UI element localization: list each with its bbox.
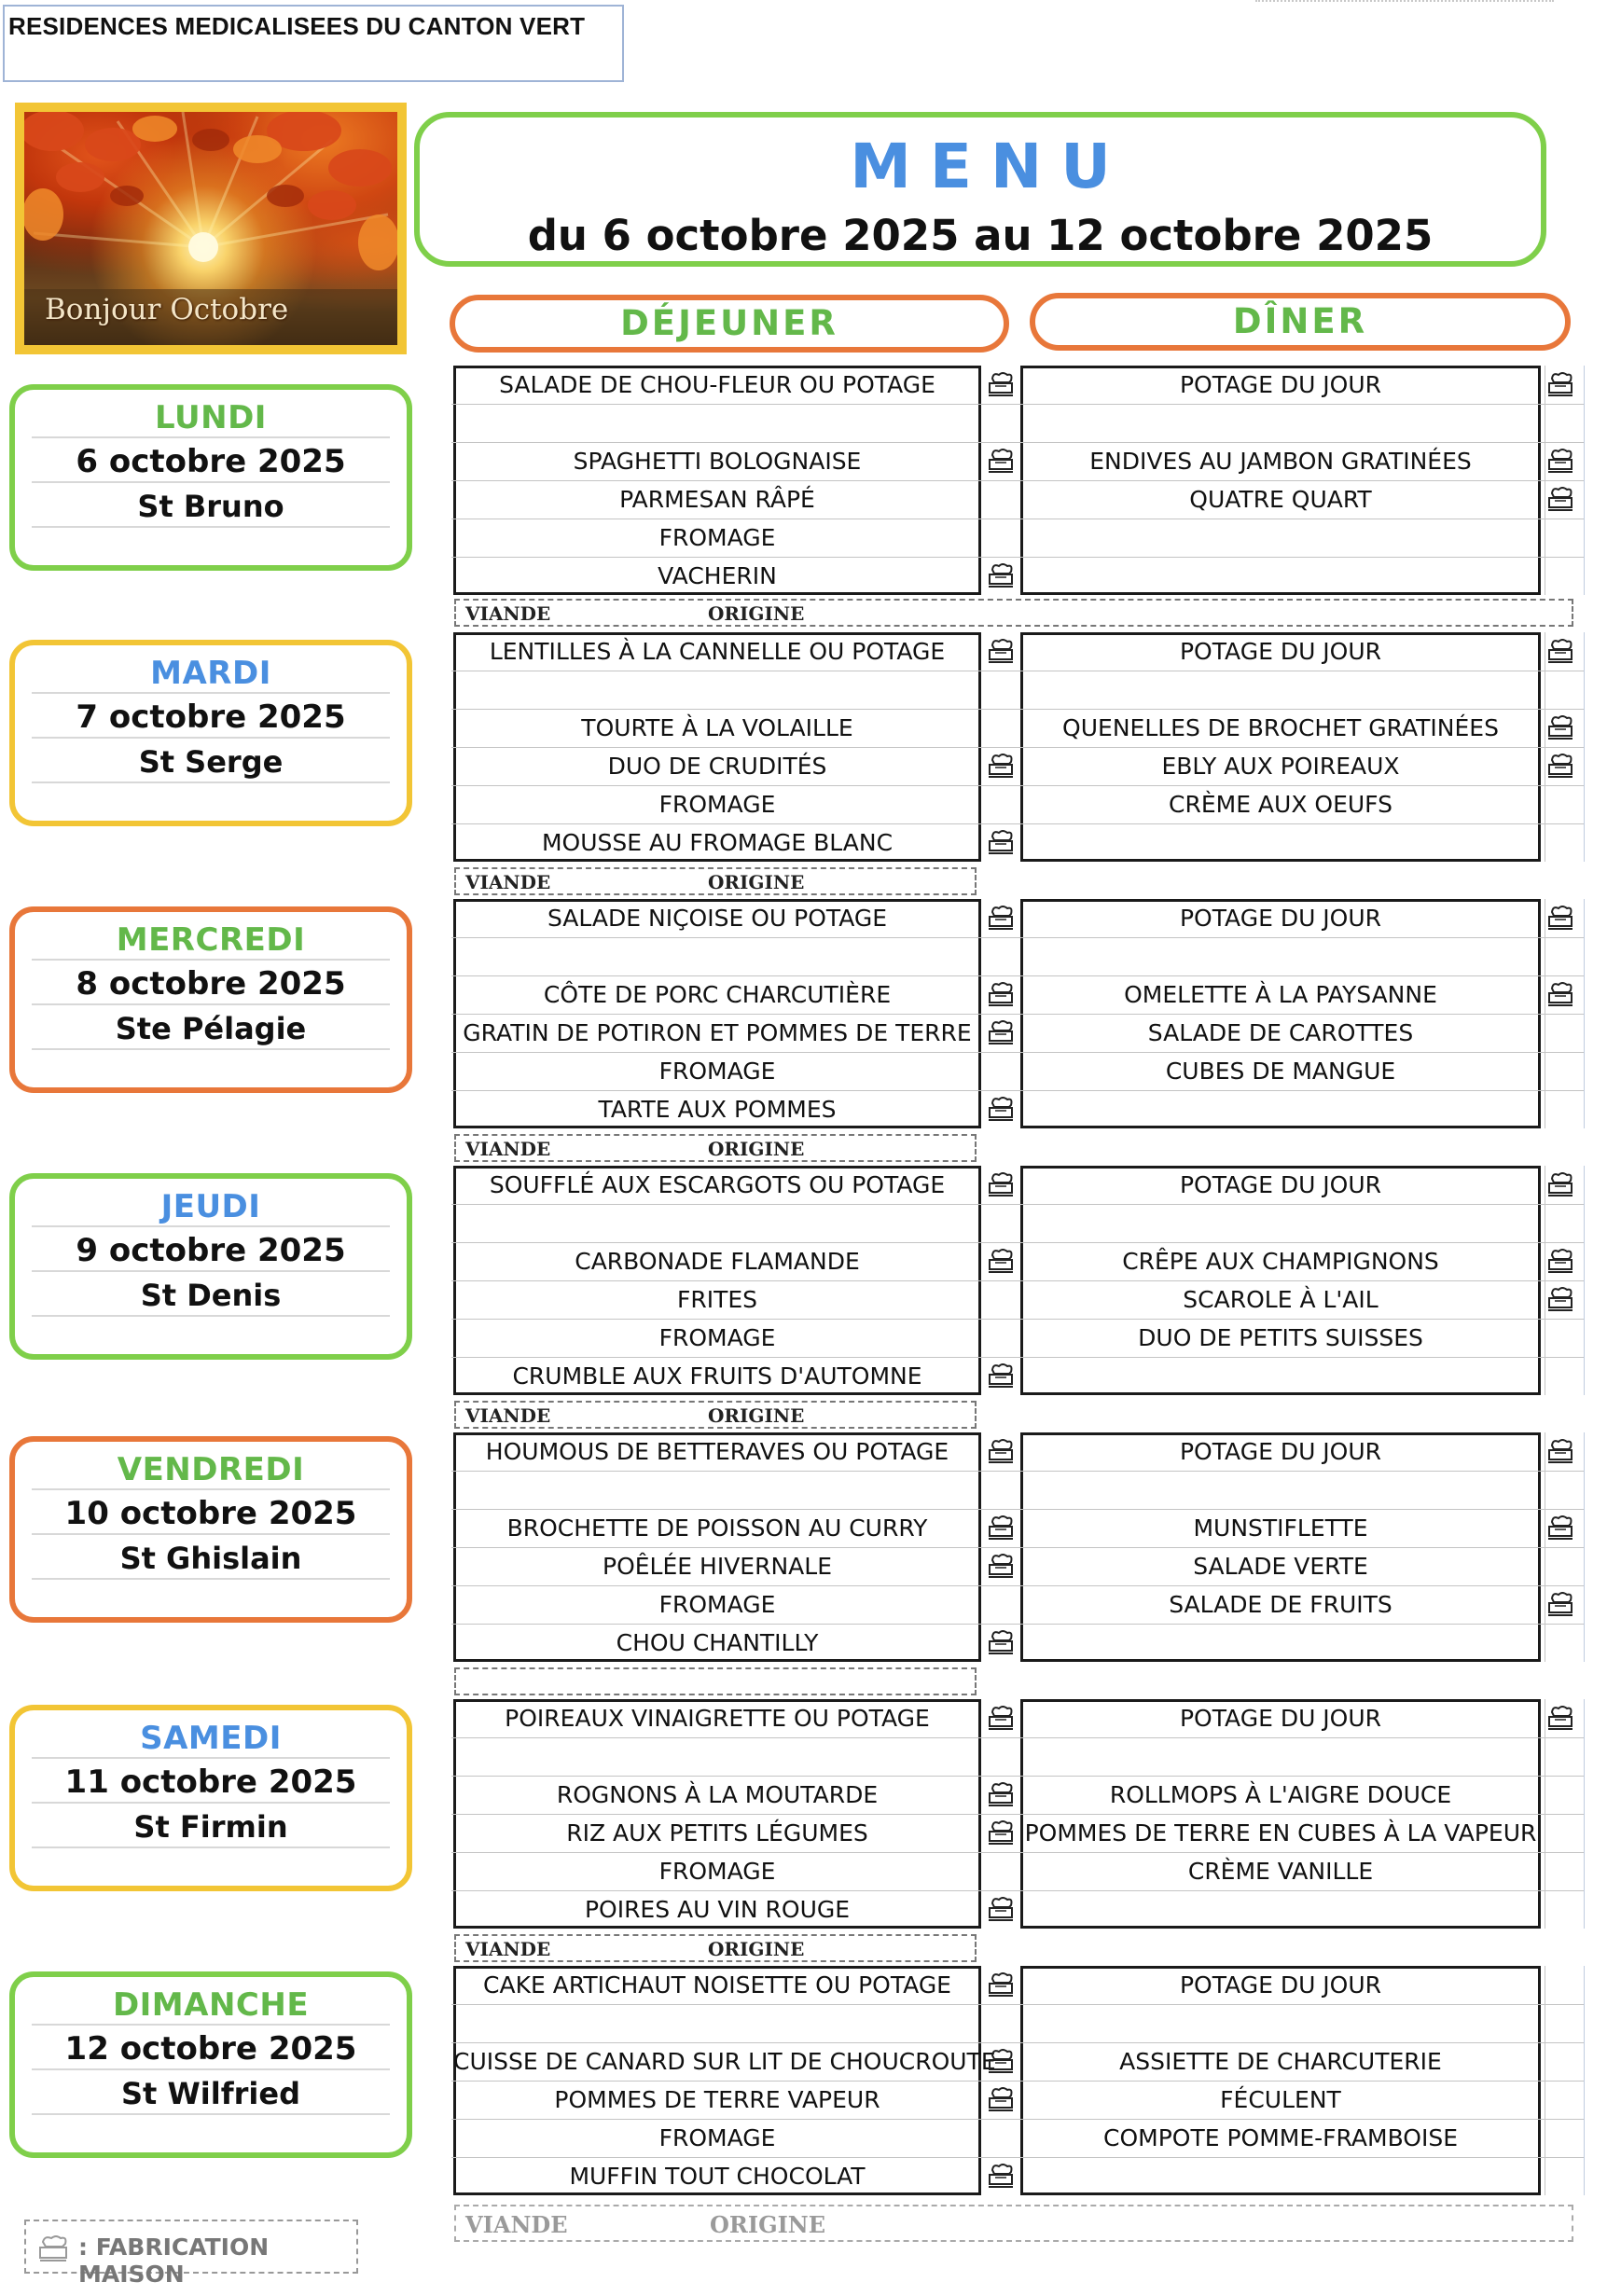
table-row <box>451 747 1584 786</box>
origin-label: ORIGINE <box>708 602 805 625</box>
dinner-item <box>1020 671 1541 709</box>
lunch-item: TARTE AUX POMMES <box>598 1096 837 1123</box>
table-row <box>451 442 1584 481</box>
dinner-item: POTAGE DU JOUR <box>1179 905 1382 932</box>
dinner-item <box>1020 1357 1541 1395</box>
table-row <box>451 1547 1584 1586</box>
dinner-item <box>1020 1624 1541 1662</box>
card-divider <box>32 526 390 528</box>
day-date: 10 octobre 2025 <box>64 1495 357 1532</box>
lunch-item: LENTILLES À LA CANNELLE OU POTAGE <box>489 638 946 665</box>
homemade-chef-icon <box>987 2048 1015 2074</box>
day-saint: St Bruno <box>137 489 284 524</box>
card-divider <box>32 2024 390 2026</box>
lunch-item: SALADE NIÇOISE OU POTAGE <box>547 905 888 932</box>
lunch-item: CRUMBLE AUX FRUITS D'AUTOMNE <box>512 1362 922 1390</box>
day-name: DIMANCHE <box>112 1986 310 2024</box>
day-date: 12 octobre 2025 <box>64 2030 357 2068</box>
homemade-chef-icon <box>987 1438 1015 1464</box>
lunch-item: FROMAGE <box>658 1858 776 1885</box>
dinner-item: SCAROLE À L'AIL <box>1183 1286 1379 1313</box>
homemade-chef-icon <box>1546 371 1574 397</box>
autumn-photo-image <box>24 112 397 345</box>
card-divider <box>32 1270 390 1272</box>
table-row <box>451 366 1584 405</box>
lunch-item: POÊLÉE HIVERNALE <box>603 1553 832 1580</box>
lunch-item: MOUSSE AU FROMAGE BLANC <box>541 829 894 856</box>
homemade-chef-icon <box>1546 638 1574 664</box>
provenance-row[interactable] <box>454 867 977 895</box>
dinner-item <box>1020 557 1541 595</box>
dinner-item <box>1020 1890 1541 1929</box>
homemade-chef-icon <box>987 1819 1015 1846</box>
day-date: 11 octobre 2025 <box>64 1763 357 1801</box>
day-date: 6 octobre 2025 <box>76 443 346 480</box>
day-saint: St Ghislain <box>119 1541 302 1576</box>
card-divider <box>32 1757 390 1759</box>
organization-name: RESIDENCES MEDICALISEES DU CANTON VERT <box>8 12 586 40</box>
homemade-chef-icon <box>987 1019 1015 1045</box>
table-row <box>451 709 1584 748</box>
lunch-item: CÔTE DE PORC CHARCUTIÈRE <box>543 981 892 1008</box>
lunch-item <box>453 2004 981 2042</box>
lunch-item: FRITES <box>676 1286 758 1313</box>
homemade-chef-icon <box>987 1896 1015 1922</box>
dinner-item: QUATRE QUART <box>1189 486 1372 513</box>
top-dotted-line <box>1255 0 1554 4</box>
lunch-item <box>453 671 981 709</box>
dinner-item: MUNSTIFLETTE <box>1193 1515 1368 1542</box>
dinner-item <box>1020 519 1541 557</box>
lunch-item <box>453 1737 981 1776</box>
lunch-header: DÉJEUNER <box>450 295 1009 353</box>
table-row <box>451 975 1584 1015</box>
table-row <box>451 1776 1584 1815</box>
homemade-chef-icon <box>987 1515 1015 1541</box>
lunch-item: RIZ AUX PETITS LÉGUMES <box>566 1819 868 1846</box>
table-row <box>451 1509 1584 1548</box>
homemade-chef-icon <box>1546 753 1574 779</box>
menu-grid-3 <box>451 1166 1585 1395</box>
lunch-item: FROMAGE <box>658 1324 776 1351</box>
dinner-item: POTAGE DU JOUR <box>1179 1438 1382 1465</box>
homemade-chef-icon <box>987 2086 1015 2112</box>
lunch-item: FROMAGE <box>658 791 776 818</box>
dinner-item: CUBES DE MANGUE <box>1165 1058 1396 1085</box>
day-name: SAMEDI <box>140 1720 282 1757</box>
lunch-item: ROGNONS À LA MOUTARDE <box>556 1781 879 1808</box>
homemade-chef-icon <box>987 371 1015 397</box>
dinner-item: COMPOTE POMME-FRAMBOISE <box>1102 2124 1459 2151</box>
table-row <box>451 1052 1584 1091</box>
dinner-item <box>1020 937 1541 975</box>
dinner-item: POTAGE DU JOUR <box>1179 638 1382 665</box>
dinner-item: SALADE DE FRUITS <box>1169 1591 1392 1618</box>
table-row <box>451 1280 1584 1320</box>
day-date: 8 octobre 2025 <box>76 965 346 1003</box>
lunch-item: POIREAUX VINAIGRETTE OU POTAGE <box>505 1705 930 1732</box>
homemade-chef-icon <box>1546 981 1574 1007</box>
table-row <box>451 2042 1584 2082</box>
provenance-row[interactable] <box>454 599 1573 627</box>
dinner-item: ROLLMOPS À L'AIGRE DOUCE <box>1109 1781 1452 1808</box>
lunch-item: TOURTE À LA VOLAILLE <box>581 714 853 741</box>
card-divider <box>32 1802 390 1804</box>
card-divider <box>32 781 390 783</box>
day-card-3 <box>9 1173 412 1360</box>
lunch-item: GRATIN DE POTIRON ET POMMES DE TERRE <box>463 1019 972 1046</box>
photo-caption: Bonjour Octobre <box>45 293 289 326</box>
card-divider <box>32 1048 390 1050</box>
table-row <box>451 1699 1584 1738</box>
provenance-row[interactable] <box>454 1934 977 1962</box>
card-divider <box>32 1846 390 1848</box>
day-saint: Ste Pélagie <box>115 1011 307 1046</box>
lunch-item: PARMESAN RÂPÉ <box>619 486 815 513</box>
dinner-item: POTAGE DU JOUR <box>1179 1171 1382 1198</box>
table-row <box>451 1966 1584 2005</box>
table-row <box>451 1585 1584 1625</box>
homemade-chef-icon <box>1546 486 1574 512</box>
menu-grid-6 <box>451 1966 1585 2195</box>
card-divider <box>32 1225 390 1227</box>
homemade-chef-icon <box>987 2163 1015 2189</box>
homemade-chef-icon <box>987 1171 1015 1197</box>
menu-period: du 6 octobre 2025 au 12 octobre 2025 <box>527 211 1434 260</box>
lunch-item: SALADE DE CHOU-FLEUR OU POTAGE <box>499 371 935 398</box>
homemade-chef-icon <box>1546 1171 1574 1197</box>
table-row <box>451 899 1584 938</box>
provenance-row[interactable] <box>454 1401 977 1429</box>
meat-label: VIANDE <box>465 2211 568 2238</box>
lunch-item: VACHERIN <box>658 562 777 589</box>
table-row <box>451 557 1584 595</box>
lunch-item: POIRES AU VIN ROUGE <box>584 1896 851 1923</box>
table-row <box>451 404 1584 443</box>
homemade-chef-icon <box>987 753 1015 779</box>
dinner-item: ASSIETTE DE CHARCUTERIE <box>1119 2048 1442 2075</box>
table-row <box>451 1814 1584 1853</box>
lunch-item: BROCHETTE DE POISSON AU CURRY <box>506 1515 928 1542</box>
lunch-item: FROMAGE <box>658 1058 776 1085</box>
day-card-5 <box>9 1705 412 1891</box>
dinner-item: EBLY AUX POIREAUX <box>1161 753 1400 780</box>
lunch-item: CHOU CHANTILLY <box>616 1629 819 1656</box>
menu-grid-2 <box>451 899 1585 1128</box>
table-row <box>451 1204 1584 1243</box>
card-divider <box>32 959 390 961</box>
homemade-chef-icon <box>1546 1705 1574 1731</box>
dinner-item: DUO DE PETITS SUISSES <box>1138 1324 1423 1351</box>
homemade-chef-icon <box>1546 1286 1574 1312</box>
table-row <box>451 1166 1584 1205</box>
table-row <box>451 1014 1584 1053</box>
meat-label: VIANDE <box>465 1138 551 1160</box>
dinner-item: POTAGE DU JOUR <box>1179 371 1382 398</box>
day-name: JEUDI <box>160 1188 261 1225</box>
table-row <box>451 937 1584 976</box>
meat-label: VIANDE <box>465 1938 551 1960</box>
menu-grid-0 <box>451 366 1585 595</box>
table-row <box>451 2081 1584 2120</box>
day-card-4 <box>9 1436 412 1623</box>
homemade-chef-icon <box>1546 448 1574 474</box>
day-date: 9 octobre 2025 <box>76 1232 346 1269</box>
homemade-chef-icon <box>987 1705 1015 1731</box>
lunch-item: POMMES DE TERRE VAPEUR <box>554 2086 880 2113</box>
homemade-chef-icon <box>1546 714 1574 740</box>
day-card-2 <box>9 906 412 1093</box>
dinner-item <box>1020 2157 1541 2195</box>
table-row <box>451 1432 1584 1472</box>
table-row <box>451 2119 1584 2158</box>
day-name: VENDREDI <box>117 1451 305 1488</box>
lunch-item <box>453 1471 981 1509</box>
table-row <box>451 1319 1584 1358</box>
table-row <box>451 1471 1584 1510</box>
card-divider <box>32 2068 390 2070</box>
lunch-item <box>453 404 981 442</box>
day-saint: St Denis <box>140 1278 282 1313</box>
homemade-chef-icon <box>987 1629 1015 1655</box>
lunch-item: MUFFIN TOUT CHOCOLAT <box>569 2163 866 2190</box>
table-row <box>451 2004 1584 2043</box>
lunch-item: FROMAGE <box>658 2124 776 2151</box>
dinner-item <box>1020 1737 1541 1776</box>
lunch-item: HOUMOUS DE BETTERAVES OU POTAGE <box>485 1438 949 1465</box>
dinner-item: SALADE VERTE <box>1193 1553 1368 1580</box>
lunch-item <box>453 937 981 975</box>
meat-label: VIANDE <box>465 871 551 893</box>
table-row <box>451 519 1584 558</box>
homemade-chef-icon <box>987 1553 1015 1579</box>
card-divider <box>32 1488 390 1490</box>
homemade-chef-icon <box>987 905 1015 931</box>
day-saint: St Firmin <box>133 1809 288 1845</box>
homemade-chef-icon <box>1546 905 1574 931</box>
lunch-item: FROMAGE <box>658 1591 776 1618</box>
table-row <box>451 671 1584 710</box>
dinner-item: QUENELLES DE BROCHET GRATINÉES <box>1062 714 1499 741</box>
table-row <box>451 1357 1584 1395</box>
day-name: LUNDI <box>155 399 267 436</box>
table-row <box>451 785 1584 824</box>
origin-label: ORIGINE <box>708 871 805 893</box>
table-row <box>451 1624 1584 1662</box>
table-row <box>451 823 1584 862</box>
table-row <box>451 1890 1584 1929</box>
autumn-photo <box>15 103 407 354</box>
dinner-item <box>1020 1471 1541 1509</box>
table-row <box>451 1242 1584 1281</box>
dinner-header: DÎNER <box>1030 293 1571 351</box>
lunch-item: FROMAGE <box>658 524 776 551</box>
lunch-item: CARBONADE FLAMANDE <box>575 1248 860 1275</box>
table-row <box>451 1852 1584 1891</box>
day-name: MARDI <box>150 655 271 692</box>
homemade-chef-icon <box>987 1248 1015 1274</box>
card-divider <box>32 1003 390 1005</box>
table-row <box>451 1090 1584 1128</box>
card-divider <box>32 737 390 739</box>
dinner-item: OMELETTE À LA PAYSANNE <box>1124 981 1437 1008</box>
dinner-item <box>1020 404 1541 442</box>
homemade-chef-icon <box>987 562 1015 588</box>
card-divider <box>32 2113 390 2115</box>
dinner-item <box>1020 1090 1541 1128</box>
menu-grid-4 <box>451 1432 1585 1662</box>
provenance-row-sunday[interactable] <box>454 2205 1573 2242</box>
homemade-chef-icon <box>987 1096 1015 1122</box>
homemade-chef-icon <box>987 829 1015 855</box>
day-date: 7 octobre 2025 <box>76 698 346 736</box>
menu-grid-5 <box>451 1699 1585 1929</box>
provenance-row[interactable] <box>454 1667 977 1695</box>
origin-label: ORIGINE <box>708 1138 805 1160</box>
lunch-item: DUO DE CRUDITÉS <box>607 753 827 780</box>
dinner-item: POTAGE DU JOUR <box>1179 1705 1382 1732</box>
dinner-item: FÉCULENT <box>1220 2086 1341 2113</box>
homemade-chef-icon <box>987 1971 1015 1998</box>
dinner-item: CRÈME VANILLE <box>1187 1858 1374 1885</box>
dinner-item: ENDIVES AU JAMBON GRATINÉES <box>1089 448 1472 475</box>
day-card-0 <box>9 384 412 571</box>
legend-text: : FABRICATION MAISON <box>78 2234 270 2288</box>
lunch-item: CAKE ARTICHAUT NOISETTE OU POTAGE <box>483 1971 951 1999</box>
table-row <box>451 2157 1584 2195</box>
homemade-chef-icon <box>987 638 1015 664</box>
card-divider <box>32 1315 390 1317</box>
lunch-item: CUISSE DE CANARD SUR LIT DE CHOUCROUTE <box>453 2048 996 2075</box>
table-row <box>451 632 1584 671</box>
lunch-item: SPAGHETTI BOLOGNAISE <box>573 448 862 475</box>
day-saint: St Serge <box>138 744 284 780</box>
title-box <box>414 112 1546 267</box>
table-row <box>451 480 1584 519</box>
card-divider <box>32 692 390 694</box>
origin-label: ORIGINE <box>708 1404 805 1427</box>
provenance-row[interactable] <box>454 1134 977 1162</box>
day-card-6 <box>9 1971 412 2158</box>
homemade-chef-icon <box>987 1362 1015 1389</box>
day-name: MERCREDI <box>116 921 306 959</box>
lunch-item <box>453 1204 981 1242</box>
legend-box <box>24 2220 358 2288</box>
day-card-1 <box>9 640 412 826</box>
dinner-item: CRÈME AUX OEUFS <box>1169 791 1392 818</box>
homemade-chef-icon <box>1546 1515 1574 1541</box>
card-divider <box>32 1578 390 1580</box>
meat-label: VIANDE <box>465 1404 551 1427</box>
card-divider <box>32 1533 390 1535</box>
homemade-chef-icon <box>1546 1438 1574 1464</box>
dinner-item <box>1020 823 1541 862</box>
homemade-chef-icon <box>1546 1591 1574 1617</box>
dinner-item <box>1020 2004 1541 2042</box>
origin-label: ORIGINE <box>708 1938 805 1960</box>
homemade-chef-icon <box>37 2234 69 2262</box>
table-row <box>451 1737 1584 1777</box>
dinner-item: SALADE DE CAROTTES <box>1147 1019 1414 1046</box>
organization-box[interactable] <box>3 5 624 82</box>
dinner-item: CRÊPE AUX CHAMPIGNONS <box>1122 1248 1439 1275</box>
lunch-item: SOUFFLÉ AUX ESCARGOTS OU POTAGE <box>489 1171 946 1198</box>
dinner-item: POMMES DE TERRE EN CUBES À LA VAPEUR <box>1024 1819 1537 1846</box>
card-divider <box>32 481 390 483</box>
menu-title: MENU <box>850 131 1129 202</box>
origin-label: ORIGINE <box>710 2211 826 2238</box>
homemade-chef-icon <box>987 981 1015 1007</box>
card-divider <box>32 436 390 438</box>
dinner-item <box>1020 1204 1541 1242</box>
menu-grid-1 <box>451 632 1585 862</box>
meat-label: VIANDE <box>465 602 551 625</box>
homemade-chef-icon <box>1546 1248 1574 1274</box>
homemade-chef-icon <box>987 1781 1015 1807</box>
homemade-chef-icon <box>987 448 1015 474</box>
day-saint: St Wilfried <box>121 2076 300 2111</box>
dinner-item: POTAGE DU JOUR <box>1179 1971 1382 1999</box>
